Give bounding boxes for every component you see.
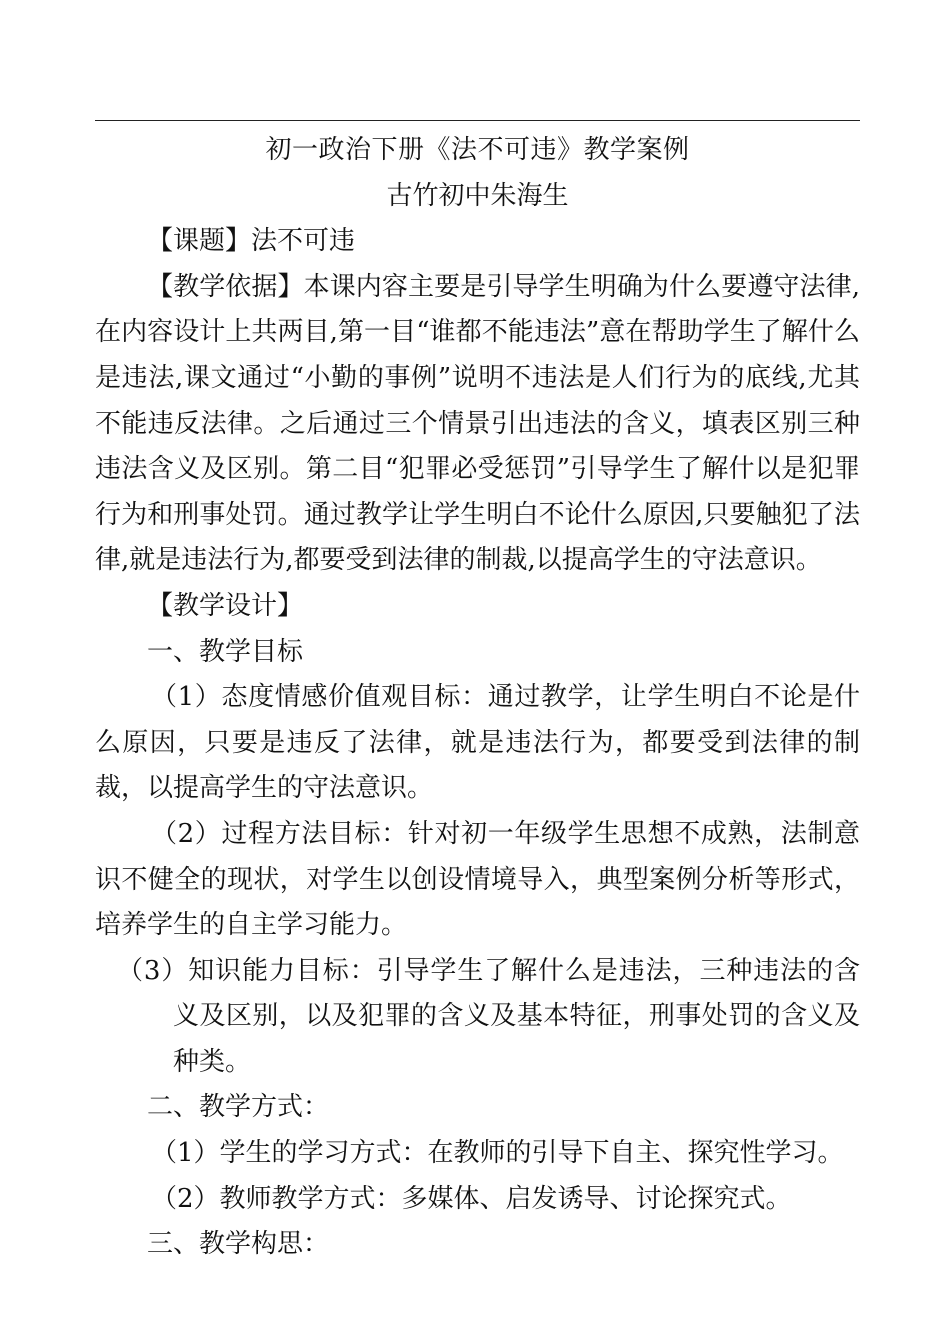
- teaching-design-heading: 【教学设计】: [147, 590, 304, 621]
- goal-process-paragraph: （2）过程方法目标：针对初一年级学生思想不成熟，法制意识不健全的现状，对学生以创设情境导入，典型案例分析等形式，培养学生的自主学习能力。: [95, 818, 860, 941]
- method-student-line: （1）学生的学习方式：在教师的引导下自主、探究性学习。: [151, 1138, 844, 1169]
- document-body: [95, 128, 860, 1268]
- goal-attitude-paragraph: （1）态度情感价值观目标：通过教学，让学生明白不论是什么原因，只要是违反了法律，就是违法行为，都要受到法律的制裁，以提高学生的守法意识。: [95, 682, 860, 804]
- goal-knowledge-paragraph: （3）知识能力目标：引导学生了解什么是违法，三种违法的含义及区别，以及犯罪的含义及基本特征，刑事处罚的含义及种类。: [117, 955, 860, 1077]
- section-heading-methods: 二、教学方式：: [147, 1092, 330, 1123]
- document-title: 初一政治下册《法不可违》教学案例: [265, 135, 690, 165]
- header-rule: [95, 120, 860, 121]
- topic-line: 【课题】法不可违: [147, 226, 356, 257]
- teaching-basis-paragraph: 【教学依据】本课内容主要是引导学生明确为什么要遵守法律,在内容设计上共两目,第一目“谁都不能违法”意在帮助学生了解什么是违法,课文通过“小勤的事例”说明不违法是人们行为的底线,尤其不能违反法律。之后通过三个情景引出违法的含义，填表区别三种违法含义及区别。第二目“犯罪必受惩罚”引导学生了解什以是犯罪行为和刑事处罚。通过教学让学生明白不论什么原因,只要触犯了法律,就是违法行为,都要受到法律的制裁,以提高学生的守法意识。: [95, 271, 860, 576]
- method-teacher-line: （2）教师教学方式：多媒体、启发诱导、讨论探究式。: [151, 1183, 792, 1214]
- section-heading-concept: 三、教学构思：: [147, 1229, 330, 1260]
- document-author: 古竹初中朱海生: [386, 180, 569, 211]
- section-heading-goals: 一、教学目标: [147, 636, 304, 667]
